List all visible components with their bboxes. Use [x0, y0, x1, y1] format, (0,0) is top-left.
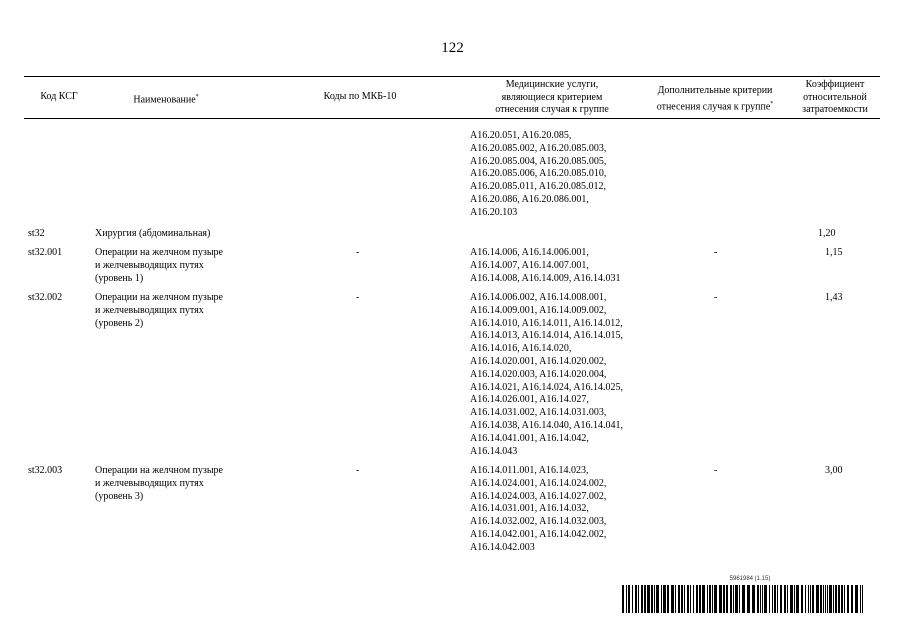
table-top-rule — [24, 76, 880, 77]
barcode-bar — [752, 585, 755, 613]
barcode-bar — [769, 585, 770, 613]
barcode-bar — [794, 585, 795, 613]
barcode-bar — [772, 585, 773, 613]
barcode-bar — [796, 585, 799, 613]
barcode-bar — [638, 585, 639, 613]
barcode-bar — [707, 585, 708, 613]
barcode-bar — [723, 585, 725, 613]
barcode-bar — [671, 585, 674, 613]
continued-services: A16.20.051, A16.20.085, A16.20.085.002, A16.20.085.003, A16.20.085.004, A16.20.085.005, A16.20.085.006, A16.20.085.010, A16.20.085.011, A16.20.085.012, A16.20.086, A16.20.086.001, A16.20.103 — [470, 130, 607, 218]
barcode-bar — [647, 585, 650, 613]
barcode-bar — [784, 585, 786, 613]
barcode-bar — [635, 585, 637, 613]
barcode-bar — [862, 585, 863, 613]
barcode-bar — [644, 585, 646, 613]
barcode-bar — [764, 585, 767, 613]
barcode-bar — [699, 585, 701, 613]
barcode-bar — [808, 585, 809, 613]
barcode-label: 5961984 (1.15) — [729, 576, 771, 582]
row-name: Операции на желчном пузыре и желчевыводящих путях (уровень 1) — [95, 247, 223, 284]
barcode-bar — [675, 585, 676, 613]
barcode-bar — [684, 585, 685, 613]
barcode-bar — [656, 585, 659, 613]
barcode-bar — [626, 585, 627, 613]
header-extra: Дополнительные критерии отнесения случая к группе* — [656, 85, 774, 112]
barcode-bar — [851, 585, 853, 613]
barcode-bar — [632, 585, 633, 613]
barcode-bar — [787, 585, 788, 613]
barcode-bar — [760, 585, 761, 613]
row-services: A16.14.006, A16.14.006.001, A16.14.007, A16.14.007.001, A16.14.008, A16.14.009, A16.14.031 — [470, 247, 621, 284]
barcode-bar — [812, 585, 814, 613]
barcode-bar — [663, 585, 666, 613]
barcode-bar — [714, 585, 717, 613]
barcode-bar — [726, 585, 728, 613]
barcode-bar — [709, 585, 711, 613]
barcode-bar — [816, 585, 819, 613]
row-extra: - — [714, 465, 718, 476]
barcode-bar — [801, 585, 803, 613]
barcode-bar — [810, 585, 811, 613]
barcode-bar — [733, 585, 734, 613]
barcode-bar — [835, 585, 837, 613]
barcode-bar — [651, 585, 653, 613]
barcode-bar — [693, 585, 694, 613]
header-name: Наименование* — [133, 94, 199, 106]
barcode-bar — [805, 585, 806, 613]
barcode-bar — [855, 585, 858, 613]
barcode-bar — [696, 585, 698, 613]
row-code: st32 — [28, 228, 45, 239]
row-code: st32.002 — [28, 292, 63, 303]
header-icd: Коды по МКБ-10 — [323, 91, 397, 102]
barcode-bar — [687, 585, 689, 613]
row-coef: 1,15 — [825, 247, 843, 258]
barcode-bar — [628, 585, 630, 613]
barcode-bar — [841, 585, 843, 613]
barcode-bar — [678, 585, 680, 613]
barcode-bar — [829, 585, 832, 613]
barcode-bar — [774, 585, 776, 613]
row-code: st32.001 — [28, 247, 63, 258]
barcode-bar — [654, 585, 655, 613]
barcode-bar — [712, 585, 713, 613]
barcode-bar — [762, 585, 763, 613]
barcode-bar — [820, 585, 822, 613]
barcode-bar — [790, 585, 793, 613]
barcode-bar — [622, 585, 624, 613]
row-coef: 3,00 — [825, 465, 843, 476]
barcode-bar — [742, 585, 745, 613]
header-services: Медицинские услуги, являющиеся критерием отнесения случая к группе — [495, 79, 609, 115]
barcode-bar — [838, 585, 840, 613]
page-number: 122 — [441, 40, 464, 56]
row-name: Операции на желчном пузыре и желчевыводящих путях (уровень 3) — [95, 465, 223, 502]
barcode-bar — [827, 585, 828, 613]
barcode-bar — [757, 585, 759, 613]
row-name: Хирургия (абдоминальная) — [95, 228, 211, 239]
barcode-bar — [641, 585, 643, 613]
row-icd: - — [356, 292, 360, 303]
row-code: st32.003 — [28, 465, 63, 476]
barcode-bar — [719, 585, 722, 613]
barcode-bar — [681, 585, 683, 613]
table-header-rule — [24, 118, 880, 119]
row-services: A16.14.011.001, A16.14.023, A16.14.024.001, A16.14.024.002, A16.14.024.003, A16.14.027.002, A16.14.031.001, A16.14.032, A16.14.032.002, A16.14.032.003, A16.14.042.001, A16.14.042.002, A16.14.042.003 — [470, 465, 607, 553]
row-extra: - — [714, 292, 718, 303]
row-icd: - — [356, 465, 360, 476]
barcode-bar — [780, 585, 782, 613]
barcode-bar — [667, 585, 669, 613]
barcode-bar — [844, 585, 845, 613]
row-name: Операции на желчном пузыре и желчевыводящих путях (уровень 2) — [95, 292, 223, 329]
row-services: A16.14.006.002, A16.14.008.001, A16.14.009.001, A16.14.009.002, A16.14.010, A16.14.011, A16.14.012, A16.14.013, A16.14.014, A16.14.015, A16.14.016, A16.14.020, A16.14.020.001, A16.14.020.002, A16.14.020.003, A16.14.020.004, A16.14.021, A16.14.024, A16.14.025, A16.14.026.001, A16.14.027, A16.14.031.002, A16.14.031.003, A16.14.038, A16.14.040, A16.14.041, A16.14.041.001, A16.14.042, A16.14.043 — [470, 292, 624, 457]
barcode-bar — [661, 585, 662, 613]
barcode-bar — [833, 585, 834, 613]
barcode-bar — [702, 585, 705, 613]
row-coef: 1,43 — [825, 292, 843, 303]
header-code: Код КСГ — [40, 91, 78, 102]
barcode-bar — [730, 585, 732, 613]
barcode-bar — [825, 585, 826, 613]
row-coef: 1,20 — [818, 228, 836, 239]
barcode-bar — [735, 585, 738, 613]
barcode — [622, 585, 866, 613]
header-coef: Коэффициент относительной затратоемкости — [802, 79, 868, 115]
barcode-bar — [747, 585, 750, 613]
row-icd: - — [356, 247, 360, 258]
barcode-bar — [860, 585, 861, 613]
barcode-bar — [739, 585, 740, 613]
barcode-bar — [690, 585, 691, 613]
row-extra: - — [714, 247, 718, 258]
barcode-bar — [823, 585, 824, 613]
barcode-bar — [777, 585, 778, 613]
barcode-bar — [847, 585, 849, 613]
